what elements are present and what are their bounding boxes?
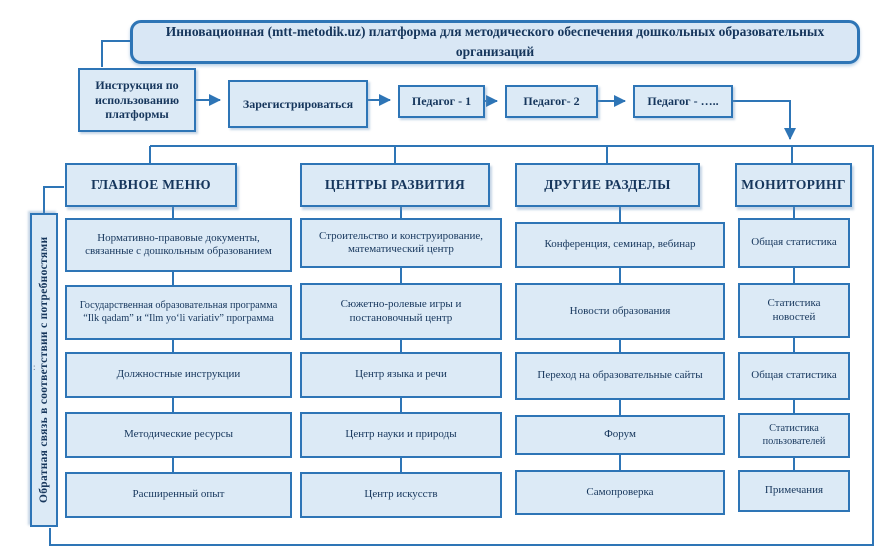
column-4-item-4: Статистика пользователей: [738, 413, 850, 458]
register-box: Зарегистрироваться: [228, 80, 368, 128]
column-2-item-4: Центр науки и природы: [300, 412, 502, 458]
teacher-n-box: Педагог - …..: [633, 85, 733, 118]
column-3-item-5: Самопроверка: [515, 470, 725, 515]
column-3-item-4: Форум: [515, 415, 725, 455]
column-2-item-3: Центр языка и речи: [300, 352, 502, 398]
column-header-monitoring: МОНИТОРИНГ: [735, 163, 852, 207]
column-4-item-1: Общая статистика: [738, 218, 850, 268]
column-1-item-4: Методические ресурсы: [65, 412, 292, 458]
column-1-item-3: Должностные инструкции: [65, 352, 292, 398]
instruction-box: Инструкция по использованию платформы: [78, 68, 196, 132]
teacher-2-box: Педагог- 2: [505, 85, 598, 118]
feedback-bar: Обратная связь в соответствии с потребностями: [30, 213, 58, 527]
column-3-item-3: Переход на образовательные сайты: [515, 352, 725, 400]
column-header-development-centers: ЦЕНТРЫ РАЗВИТИЯ: [300, 163, 490, 207]
column-1-item-1: Нормативно-правовые документы, связанные с дошкольным образованием: [65, 218, 292, 272]
column-4-item-2: Статистика новостей: [738, 283, 850, 338]
column-1-item-2: Государственная образовательная программа “Ilk qadam” и “Ilm yo‘li variativ” программа: [65, 285, 292, 340]
column-2-item-1: Строительство и конструирование, математический центр: [300, 218, 502, 268]
column-2-item-5: Центр искусств: [300, 472, 502, 518]
teacher-1-box: Педагог - 1: [398, 85, 485, 118]
column-3-item-1: Конференция, семинар, вебинар: [515, 222, 725, 268]
column-4-item-5: Примечания: [738, 470, 850, 512]
feedback-bar-stray-mark: :: [33, 362, 36, 372]
platform-title-box: Инновационная (mtt-metodik.uz) платформа для методического обеспечения дошкольных образовательных организаций: [130, 20, 860, 64]
column-1-item-5: Расширенный опыт: [65, 472, 292, 518]
column-4-item-3: Общая статистика: [738, 352, 850, 400]
column-header-other-sections: ДРУГИЕ РАЗДЕЛЫ: [515, 163, 700, 207]
column-3-item-2: Новости образования: [515, 283, 725, 340]
column-2-item-2: Сюжетно-ролевые игры и постановочный центр: [300, 283, 502, 340]
column-header-main-menu: ГЛАВНОЕ МЕНЮ: [65, 163, 237, 207]
